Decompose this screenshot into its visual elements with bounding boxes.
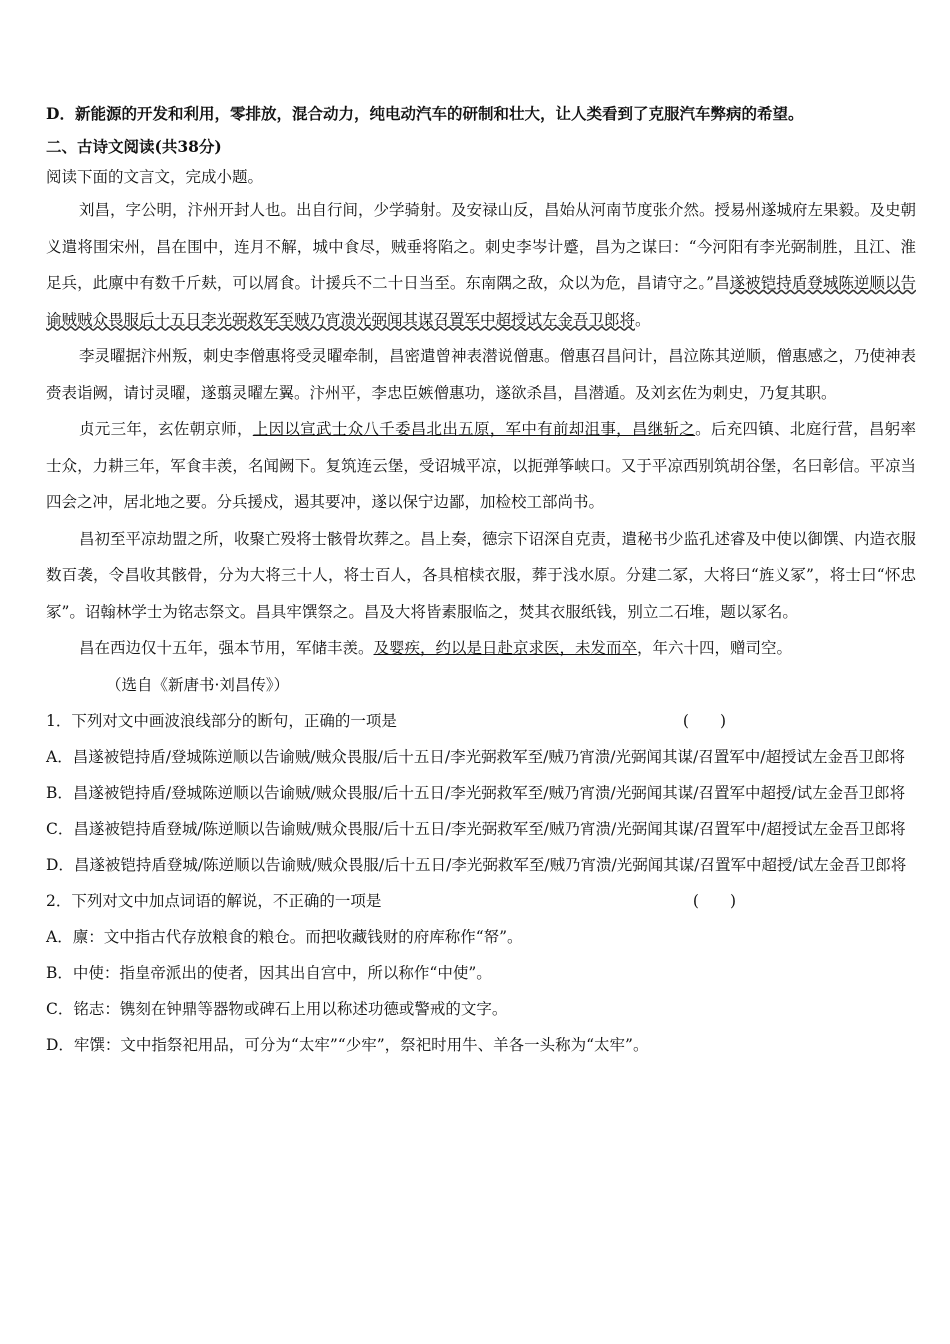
- question-2-option-b: B．中使：指皇帝派出的使者，因其出自宫中，所以称作“中使”。: [46, 963, 492, 982]
- passage-source: （选自《新唐书·刘昌传》）: [106, 675, 290, 694]
- passage-text: 贞元三年，玄佐朝京师，: [79, 420, 253, 438]
- passage-paragraph-4: 昌初至平凉劫盟之所，收聚亡殁将士骸骨坎葬之。昌上奏，德宗下诏深自克责，遣秘书少监孔述睿及中使以御馔、内造衣服数百袭，令昌收其骸骨，分为大将三十人，将士百人，各具棺椟衣服，葬于浅水原。分建二冢，大将曰“旌义冢”，将士曰“怀忠冢”。诏翰林学士为铭志祭文。昌具牢馔祭之。昌及大将皆素服临之，焚其衣服纸钱，别立二石堆，题以冢名。: [46, 529, 917, 621]
- question-2-option-d: D．牢馔：文中指祭祀用品，可分为“太牢”“少牢”，祭祀时用牛、羊各一头称为“太牢”。: [46, 1035, 649, 1054]
- passage-text: 。后充四镇、北庭行营，昌躬率士众，力耕三年，军食丰羡，名闻阙下。复筑连云堡，受诏城平凉，以扼弹筝峡口。又于平凉西别筑胡谷堡，名曰彰信。平凉当四会之冲，居北地之要。分兵援戍，遏其要冲，遂以保宁边鄙，加检校工部尚书。: [46, 420, 916, 511]
- question-1-option-b: B．昌遂被铠持盾/登城陈逆顺以告谕贼/贼众畏服/后十五日/李光弼救军至/贼乃宵溃/光弼闻其谋/召置军中超授/试左金吾卫郎将: [46, 783, 906, 802]
- instruction: 阅读下面的文言文，完成小题。: [46, 168, 264, 186]
- passage-paragraph-5: [46, 630, 916, 667]
- underlined-text: 及婴疾，约以是日赴京求医，未发而卒: [373, 639, 638, 657]
- passage-text: 昌在西边仅十五年，强本节用，军储丰羡。: [79, 639, 374, 657]
- passage-paragraph-1: [46, 192, 916, 338]
- passage-text: ，年六十四，赠司空。: [637, 639, 793, 657]
- exam-page: [46, 96, 916, 1063]
- passage-text: 刘昌，字公明，汴州开封人也。出自行间，少学骑射。及安禄山反，昌始从河南节度张介然。授易州遂城府左果毅。及史朝义遣将围宋州，昌在围中，连月不解，城中食尽，贼垂将陷之。刺史李岑计蹙，昌为之谋曰：“今河阳有李光弼制胜，且江、淮足兵，此廪中有数千斤麸，可以屑食。计援兵不二十日当至。东南隅之敌，众以为危，昌请守之。”昌: [46, 201, 917, 292]
- underlined-text: 上因以宣武士众八千委昌北出五原，军中有前却沮事，昌继斩之: [252, 420, 696, 438]
- question-2-option-a: A．廪：文中指古代存放粮食的粮仓。而把收藏钱财的府库称作“帑”。: [46, 927, 523, 946]
- question-2-stem: [46, 883, 736, 919]
- section-title: 二、古诗文阅读(共38分): [46, 137, 222, 156]
- question-2-option-c: C．铭志：镌刻在钟鼎等器物或碑石上用以称述功德或警戒的文字。: [46, 999, 508, 1018]
- question-1-option-c: C．昌遂被铠持盾登城/陈逆顺以告谕贼/贼众畏服/后十五日/李光弼救军至/贼乃宵溃/光弼闻其谋/召置军中/超授试左金吾卫郎将: [46, 819, 906, 838]
- passage-paragraph-3: [46, 411, 916, 521]
- answer-paren: ( ): [692, 891, 736, 910]
- question-1-option-d: D．昌遂被铠持盾登城/陈逆顺以告谕贼/贼众畏服/后十五日/李光弼救军至/贼乃宵溃/光弼闻其谋/召置军中超授/试左金吾卫郎将: [46, 855, 907, 874]
- question-text: 2．下列对文中加点词语的解说，不正确的一项是: [46, 891, 382, 910]
- passage-text: 。: [635, 310, 651, 329]
- wavy-underlined-text: 遂被铠持盾登城陈逆顺以告谕贼贼众畏服后十五日李光弼救军至贼乃宵溃光弼闻其谋召置军中超授试左金吾卫郎将: [46, 274, 916, 329]
- previous-option-d: D．新能源的开发和利用，零排放，混合动力，纯电动汽车的研制和壮大，让人类看到了克服汽车弊病的希望。: [46, 104, 804, 123]
- passage-paragraph-2: 李灵曜据汴州叛，刺史李僧惠将受灵曜牵制，昌密遣曾神表潜说僧惠。僧惠召昌问计，昌泣陈其逆顺，僧惠感之，乃使神表赍表诣阙，请讨灵曜，遂翦灵曜左翼。汴州平，李忠臣嫉僧惠功，遂欲杀昌，昌潜遁。及刘玄佐为刺史，乃复其职。: [46, 347, 917, 402]
- question-1-stem: [46, 703, 726, 739]
- answer-paren: ( ): [682, 711, 726, 730]
- question-1-option-a: A．昌遂被铠持盾/登城陈逆顺以告谕贼/贼众畏服/后十五日/李光弼救军至/贼乃宵溃/光弼闻其谋/召置军中/超授试左金吾卫郎将: [46, 747, 905, 766]
- question-text: 1．下列对文中画波浪线部分的断句，正确的一项是: [46, 711, 397, 730]
